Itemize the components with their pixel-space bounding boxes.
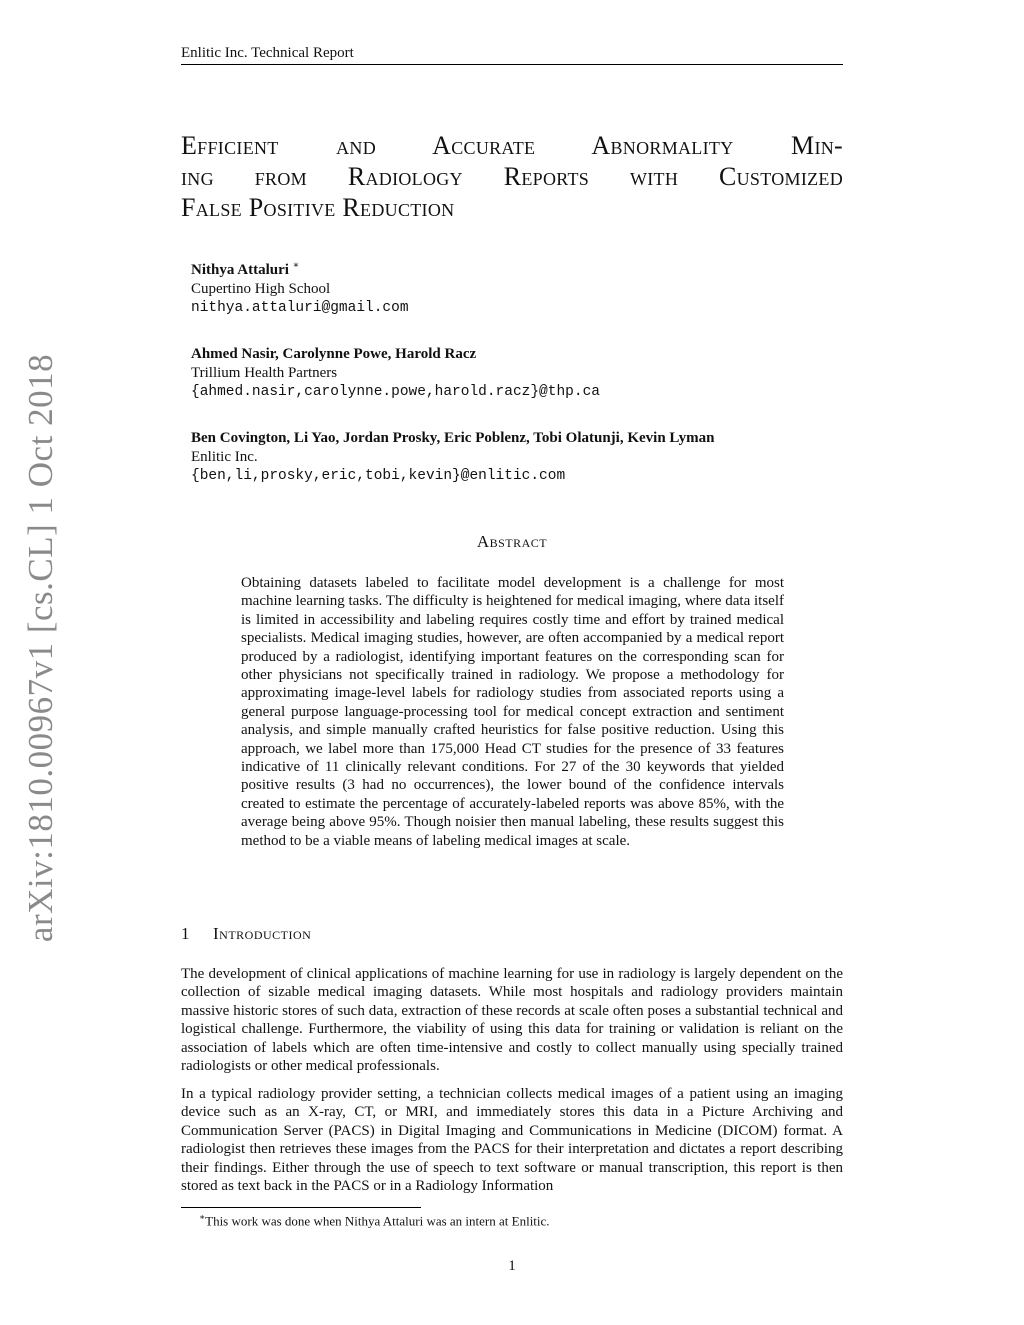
footnote-mark: ∗ xyxy=(199,1212,206,1222)
author-email: {ahmed.nasir,carolynne.powe,harold.racz}@thp.ca xyxy=(191,384,600,400)
arxiv-stamp-text: arXiv:1810.00967v1 [cs.CL] 1 Oct 2018 xyxy=(21,353,61,943)
running-header xyxy=(181,44,843,65)
title-line-2: ing from Radiology Reports with Customized xyxy=(181,162,843,191)
author-affiliation: Enlitic Inc. xyxy=(191,449,258,465)
intro-paragraph-2: In a typical radiology provider setting, a technician collects medical images of a patient using an imaging device such as an X-ray, CT, or MRI, and immediately stores this data in a Picture Archiving and Communication Server (PACS) in Digital Imaging and Communications in Medicine (DICOM) format. A radiologist then retrieves these images from the PACS for their interpretation and dictates a report describing their findings. Either through the use of speech to text software or manual transcription, this report is then stored as text back in the PACS or in a Radiology Information xyxy=(181,1086,843,1195)
title-line-1: Efficient and Accurate Abnormality Min- xyxy=(181,131,843,160)
author-names: Ben Covington, Li Yao, Jordan Prosky, Eric Poblenz, Tobi Olatunji, Kevin Lyman xyxy=(191,430,715,446)
arxiv-stamp xyxy=(16,353,66,943)
abstract-heading: Abstract xyxy=(476,532,548,551)
title-line-3: False Positive Reduction xyxy=(181,193,455,222)
page-number: 1 xyxy=(508,1258,516,1274)
author-group-2 xyxy=(191,345,851,402)
author-group-3 xyxy=(191,429,851,486)
author-names: Nithya Attaluri xyxy=(191,262,289,278)
abstract-text: Obtaining datasets labeled to facilitate model development is a challenge for most machine learning tasks. The difficulty is heightened for medical imaging, where data itself is limited in accessibility and labeling requires costly time and effort by trained medical specialists. Medical imaging studies, however, are often accompanied by a medical report produced by a radiologist, identifying important features on the corresponding scan for other physicians not specifically trained in radiology. We propose a methodology for approximating image-level labels for radiology studies from associated reports using a general purpose language-processing tool for medical concept extraction and sentiment analysis, and simple manually crafted heuristics for false positive reduction. Using this approach, we label more than 175,000 Head CT studies for the presence of 33 features indicative of 11 clinically relevant conditions. For 27 of the 30 keywords that yielded positive results (3 had no occurrences), the lower bound of the confidence intervals created to estimate the percentage of accurately-labeled reports was above 85%, with the average being above 95%. Though noisier then manual labeling, these results suggest this method to be a viable means of labeling medical images at scale. xyxy=(241,575,784,849)
footnote-rule xyxy=(181,1207,421,1208)
author-email: {ben,li,prosky,eric,tobi,kevin}@enlitic.com xyxy=(191,468,566,484)
intro-paragraph-1: The development of clinical applications of machine learning for use in radiology is largely dependent on the collection of sizable medical imaging datasets. While most hospitals and radiology providers maintain massive historic stores of such data, extraction of these records at scale often poses a substantial technical and logistical challenge. Furthermore, the viability of using this data for training or validation is reliant on the association of labels which are often time-intensive and costly to collect manually using specially trained radiologists or other medical professionals. xyxy=(181,966,843,1075)
footnote xyxy=(199,1209,843,1229)
author-group-1 xyxy=(191,261,851,318)
paper-title xyxy=(181,130,843,223)
footnote-text: This work was done when Nithya Attaluri was an intern at Enlitic. xyxy=(205,1213,550,1229)
section-number: 1 xyxy=(181,924,190,943)
author-email: nithya.attaluri@gmail.com xyxy=(191,300,409,316)
section-title: Introduction xyxy=(213,924,312,943)
author-names: Ahmed Nasir, Carolynne Powe, Harold Racz xyxy=(191,346,477,362)
author-affiliation: Trillium Health Partners xyxy=(191,365,338,381)
author-affiliation: Cupertino High School xyxy=(191,281,331,297)
author-footnote-mark: ∗ xyxy=(292,260,300,271)
section-heading-introduction xyxy=(181,924,843,944)
running-title: Enlitic Inc. Technical Report xyxy=(181,45,354,61)
